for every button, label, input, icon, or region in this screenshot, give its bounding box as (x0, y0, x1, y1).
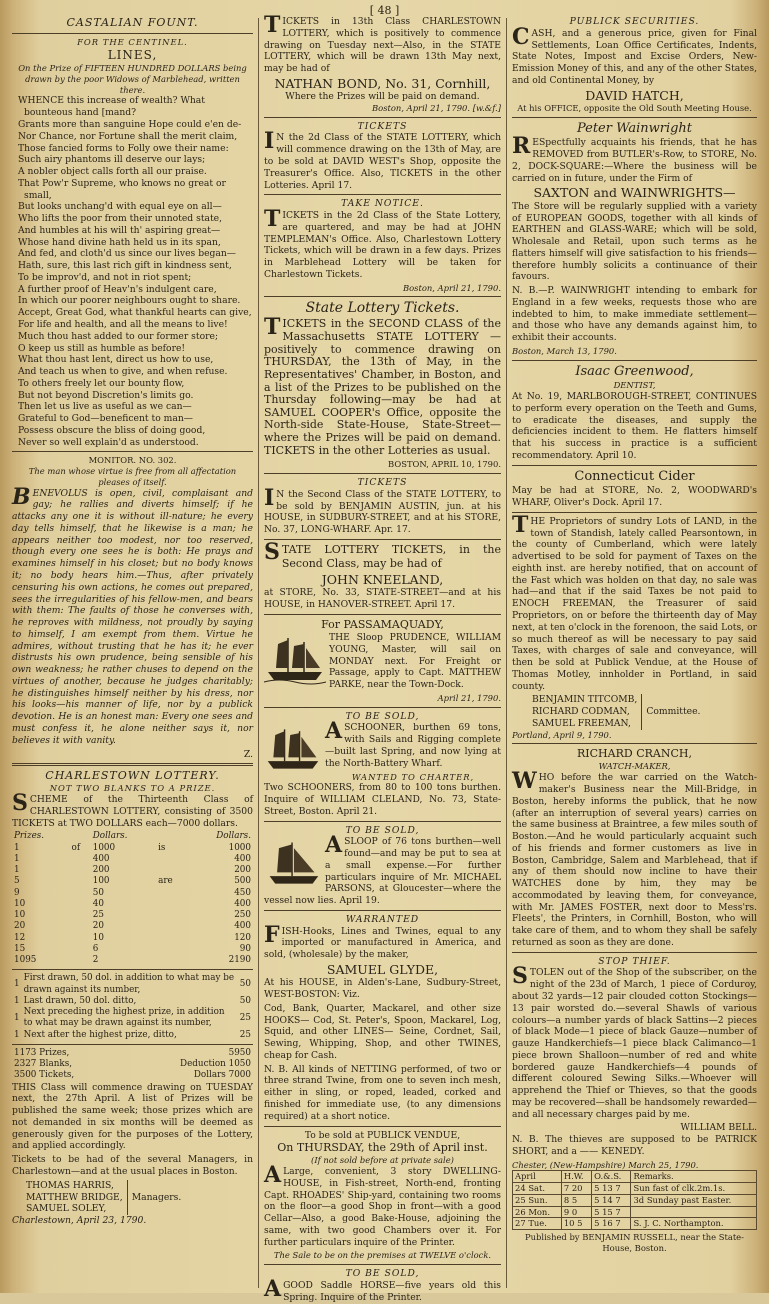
ad-heading: TICKETS (357, 120, 408, 132)
extra-prize-row (12, 973, 253, 996)
ad-date: BOSTON, APRIL 10, 1790. (388, 459, 501, 470)
column-header: Prizes. (14, 831, 45, 842)
ad-heading: Peter Wainwright (576, 120, 693, 136)
ad-date: Boston, April 21, 1790. [w.&f.] (372, 102, 501, 113)
poem-line: Grateful to God—beneficent to man— (18, 413, 193, 425)
ad-name: DAVID HATCH, (585, 87, 684, 103)
poem-line: And teach us when to give, and when refuse. (18, 366, 228, 378)
table-cell: 450 (234, 887, 251, 898)
committee-label: Committee. (646, 706, 701, 718)
monitor-subheading: The man whose virtue is free from all affectation pleases of itself. (28, 466, 237, 487)
lottery-scheme-table (12, 831, 253, 966)
poem-title: LINES, (107, 47, 158, 62)
ad-heading: RICHARD CRANCH, (577, 747, 692, 761)
column-header: Dollars. (92, 831, 128, 842)
ad-nathan-bond: TICKETS in 13th Class CHARLESTOWN LOTTERY, which is positively to commence drawing on Tuesday next—Also, in the STATE LOTTERY, which will be drawn 13th May next, may be had of (264, 12, 501, 75)
column-rule (258, 18, 259, 1288)
table-cell (70, 865, 91, 876)
poem-line: In which our poorer neighbours ought to share. (18, 295, 241, 307)
table-cell: 24 Sat. (513, 1183, 562, 1195)
table-cell (156, 955, 187, 966)
prize-row (12, 944, 253, 955)
lottery-scheme-header (12, 831, 253, 842)
divider (12, 1044, 253, 1045)
poem-line: O keep us still as humble as before! (18, 342, 186, 354)
poem-line: Nor Chance, nor Fortune shall the merit claim, (18, 130, 238, 142)
table-cell: 1 (14, 853, 20, 864)
ship-icon (264, 724, 322, 774)
table-cell: 1 (14, 995, 20, 1006)
table-cell: 1000 (92, 842, 116, 853)
ad-stop-thief: STOLEN out of the Shop of the subscriber, on the night of the 23d of March, 1 piece of Corduroy, about 32 yards—12 pair clouded cotton Stockings—13 pair worsted do.—several Shawls of various colours—a number yards of black Sattins—2 pieces of black Mode—1 piece of black Gauze—number of gauze Handkerchiefs—1 piece black Calimanco—1 piece brown Shalloon—number of red and white bordered gauze Handkerchiefs—4 pounds of different coloured Sewing Silks.—Whoever will apprehend the Thief or Thieves, so that the goods may be recovered—shall be handsomely rewarded—and all necessary charges paid by me. (512, 963, 757, 1120)
ad-templeman: TICKETS in the 2d Class of the State Lottery, are quartered, and may be had at JOHN TEMPLEMAN's Office. Also, Charlestown Lottery Tickets, which will be drawn in a few days. Prizes in Marblehead Lottery will be taken for Charlestown Tickets. (264, 206, 501, 280)
prize-row (12, 921, 253, 932)
table-cell: S. J. C. Northampton. (631, 1218, 757, 1230)
lottery-date: Charlestown, April 23, 1790. (12, 1215, 147, 1227)
table-cell: 1 (14, 1012, 20, 1023)
table-cell: 10 (14, 910, 26, 921)
table-cell: 7 20 (561, 1183, 591, 1195)
ad-subheading: WATCH-MAKER, (598, 761, 671, 772)
table-cell: Deduction 1050 (180, 1059, 251, 1070)
ad-text: At his OFFICE, opposite the Old South Meeting House. (517, 102, 752, 113)
ad-heading: TO BE SOLD, (345, 824, 420, 836)
divider (264, 910, 501, 911)
table-cell (70, 876, 91, 887)
lottery-extra-prizes (12, 973, 253, 1041)
ad-greenwood: At No. 19, MARLBOROUGH-STREET, CONTINUES to perform every operation on the Teeth and Gums, to eradicate the diseases, and supply the deficiencies incident to them. He flatters himself that his success in practice is a sufficient recommendatory. April 10. (512, 391, 757, 461)
table-cell (156, 921, 187, 932)
divider (512, 360, 757, 361)
almanac-row (513, 1194, 757, 1206)
table-cell: Next after the highest prize, ditto, (23, 1029, 177, 1040)
column-header: O.&.S. (592, 1171, 631, 1183)
ad-heading: Connecticut Cider (574, 468, 695, 484)
ad-text: N. B. The thieves are supposed to be PATRICK SHORT, and a —— KENEDY. (512, 1134, 757, 1157)
divider (264, 1126, 501, 1127)
almanac-table (512, 1170, 757, 1230)
prize-row (12, 843, 253, 854)
poem-line: Never so well explain'd as understood. (18, 436, 199, 448)
table-cell: 250 (234, 910, 251, 921)
ad-name: JOHN KNEELAND, (321, 572, 444, 588)
ad-date: Boston, March 13, 1790. (512, 345, 617, 356)
ad-name: SAMUEL GLYDE, (326, 961, 439, 977)
section-header: CASTALIAN FOUNT. (66, 16, 199, 29)
ad-cleland: Two SCHOONERS, from 80 to 100 tons burthen. Inquire of WILLIAM CLELAND, No. 73, State-Street, Boston. April 21. (264, 782, 501, 817)
section-subheader: FOR THE CENTINEL. (77, 37, 188, 48)
poem-line: Then let us live as useful as we can— (18, 401, 192, 413)
almanac-row (513, 1218, 757, 1230)
ad-standish-lands: THE Proprietors of sundry Lots of LAND, in the town of Standish, lately called Pearsontown, in the county of Cumberland, which were lately advertised to be sold for payment of Taxes on the eighth inst. are hereby notified, that on account of the Fast which was holden on that day, no sale was had—and that if the said Taxes be not paid to ENOCH FREEMAN, the Treasurer of said Proprietors, on or before the thirteenth day of May next, at ten o'clock in the forenoon, the said Lots, or so much thereof as will be necessary to pay said Taxes, with charges of sale and conveyance, will then be sold at Publick Vendue, at the House of Thomas Motley, innholder in Portland, in said county. (512, 511, 757, 692)
almanac-row (513, 1206, 757, 1218)
ad-text: Cod, Bank, Quarter, Mackarel, and other size HOOKS— Cod, St. Peter's, Spoon, Mackarel, Log, Squid, and other LINES— Seine, Cordnet, Sail, Sewing, Whipping, Shop, and other TWINES, cheap for Cash. (264, 1002, 501, 1061)
table-cell: 50 (239, 979, 251, 990)
table-cell (70, 944, 91, 955)
table-cell: 25 (239, 1029, 251, 1040)
table-cell: 400 (234, 853, 251, 864)
table-cell: 400 (234, 921, 251, 932)
table-cell: 50 (92, 887, 104, 898)
ad-heading: TICKETS (357, 477, 408, 489)
ad-saddle-horse: AGOOD Saddle HORSE—five years old this Spring. Inquire of the Printer. (264, 1276, 501, 1303)
poem-line: To be improv'd, and not in riot spent; (18, 271, 192, 283)
table-cell (70, 933, 91, 944)
ad-sloop-prudence (264, 632, 501, 691)
column-rule (506, 18, 507, 1288)
ad-date: Boston, April 21, 1790. (402, 282, 501, 293)
divider (264, 821, 501, 822)
table-cell (70, 888, 91, 899)
lottery-tickets-total (12, 1070, 253, 1081)
poem-line: Accept, Great God, what thankful hearts can give, (18, 307, 252, 319)
divider (12, 763, 253, 766)
ad-heading: To be sold at PUBLICK VENDUE, (304, 1129, 461, 1141)
table-cell: 10 5 (561, 1218, 591, 1230)
monitor-heading: MONITOR. NO. 302. (88, 455, 177, 466)
table-cell: 1 (14, 865, 20, 876)
poem-line: What thou hast lent, direct us how to use, (18, 354, 214, 366)
lottery-body-2: Tickets to be had of the several Managers, in Charlestown—and at the usual places in Boston. (12, 1154, 253, 1177)
column-header: Dollars. (216, 831, 251, 842)
ad-benjamin-austin: IN the Second Class of the STATE LOTTERY, to be sold by BENJAMIN AUSTIN, jun. at his HOUSE, in SUDBURY-STREET, and at his STORE, No. 37, LONG-WHARF. Apr. 17. (264, 484, 501, 536)
divider (264, 707, 501, 708)
poem-line: But looks unchang'd with equal eye on all— (18, 201, 222, 213)
monitor-essay: BENEVOLUS is open, civil, complaisant and gay; he rallies and diverts himself; if he attacks any one it is without ill-nature; he every day tells himself, that he likewise is a man; he appears neither too modest, nor too reserved, though every one sees he is both: He prays and examines himself in his closet; but no body knows it; no body hears him.—Thus, after privately censuring his own actions, he comes out prepared, sees the irregularities of his fellow-men, and bears with them: The faults of those he converses with, he reproves with mildness, not proudly by saying to himself, I am exempt from them. Virtue he admires, without trusting that he has it; he ever distrusts his own prudence, being sensible of his own weakness; he rather chuses to depend on the virtues of another, because he judges charitably; he distinguishes himself neither by his dress, nor his looks—his manner of life, nor by a publick devotion. He is an honest man: Every one sees and must confess it, he alone neither says it, nor believes it with vanity. (12, 483, 253, 746)
total-row (12, 1059, 253, 1070)
table-cell: Last drawn, 50 dol. ditto, (23, 995, 137, 1006)
table-cell: 3d Sunday past Easter. (631, 1194, 757, 1206)
column-2 (264, 12, 501, 1303)
ad-david-west: IN the 2d Class of the STATE LOTTERY, which will commence drawing on the 13th of May, are to be sold at DAVID WEST's Shop, opposite the Treasurer's Office. Also, TICKETS in the other Lotteries. April 17. (264, 128, 501, 191)
table-cell: 2 (92, 955, 99, 966)
table-cell: 6 (92, 943, 99, 954)
ad-text: ASLOOP of 76 tons burthen—well found—and may be put to sea at a small expense.—For further particulars inquire of Mr. MICHAEL PARSONS, at Gloucester—where the vessel now lies. April 19. (264, 832, 501, 907)
manager-name: MATTHEW BRIDGE, (26, 1191, 123, 1203)
table-cell: 27 Tue. (513, 1218, 562, 1230)
table-cell: 2190 (228, 955, 251, 966)
poem-line: Much thou hast added to our former store; (18, 330, 219, 342)
table-cell: 400 (234, 898, 251, 909)
poem-line: And humbles at his will th' aspiring great— (18, 224, 221, 236)
divider (12, 451, 253, 452)
divider (512, 743, 757, 744)
ad-samuel-cooper: TICKETS in the SECOND CLASS of the Massachusetts STATE LOTTERY —positively to commence drawing on THURSDAY, the 13th of May, in the Representatives' Chamber, in Boston, and a list of the Prizes to be published on the Thursday following—may be had at SAMUEL COOPER's Office, opposite the North-side State-House, State-Street—where the Prizes will be paid on demand. TICKETS in the other Lotteries as usual. (264, 314, 501, 457)
poem-line: WHENCE this increase of wealth? What bounteous hand [mand? (18, 95, 205, 119)
table-cell: 5 (14, 876, 20, 887)
table-cell (70, 854, 91, 865)
ad-text: (If not sold before at private sale) (311, 1155, 454, 1166)
ad-heading: STOP THIEF. (598, 955, 671, 967)
table-cell: 5950 (228, 1047, 251, 1058)
table-cell: 15 (14, 943, 26, 954)
table-cell: 1 (14, 1029, 20, 1040)
poem-line: For life and health, and all the means to live! (18, 318, 228, 330)
table-cell: 1000 (228, 842, 251, 853)
table-cell (156, 944, 187, 955)
poem (12, 95, 253, 448)
table-cell: 200 (92, 865, 110, 876)
poem-line: That Pow'r Supreme, who knows no great or small, (18, 177, 226, 201)
almanac-row (513, 1183, 757, 1195)
ad-cranch: WHO before the war carried on the Watch-maker's Business near the Mill-Bridge, in Boston, hereby informs the publick, that he now (after an interruption of several years) carries on the same business at Braintree, a few miles south of Boston.—And he would particularly acquaint such of his friends and former customers as live in Boston, Cambridge, Salem and Marblehead, that if any of them should now incline to have their WATCHES done by him, they may be accommodated by leaving them, for conveyance, with Mr. JAMES FOSTER, next door to Mess'rs. Fleets', the Printers, in Cornhill, Boston, who will take care of them, and to whom they shall be safely returned as soon as they are done. (512, 768, 757, 948)
extra-prize-row (12, 996, 253, 1007)
column-3 (512, 16, 757, 1288)
table-cell: 9 (14, 887, 20, 898)
divider (264, 296, 501, 297)
ad-kneeland: STATE LOTTERY TICKETS, in the Second Class, may be had of (264, 538, 501, 571)
page-number: [ 48 ] (369, 4, 400, 17)
poem-subtitle: On the Prize of FIFTEEN HUNDRED DOLLARS being drawn by the poor Widows of Marblehead, written there. (18, 63, 247, 95)
table-cell (156, 933, 187, 944)
table-cell: 1095 (14, 955, 37, 966)
table-cell (70, 910, 91, 921)
table-cell: 40 (92, 898, 104, 909)
poem-line: And fed, and cloth'd us since our lives began— (18, 248, 236, 260)
table-cell: 50 (239, 995, 251, 1006)
prize-row (12, 854, 253, 865)
ad-name: WILLIAM BELL. (680, 1122, 757, 1134)
prize-row (12, 933, 253, 944)
ad-text: The Store will be regularly supplied with a variety of EUROPEAN GOODS, together with all kinds of EARTHEN and GLASS-WARE; which will be sold, Wholesale and Retail, upon such terms as he flatters himself will give satisfaction to his friends—therefore humbly solicits a continuance of their favours. (512, 200, 757, 283)
manager-name: THOMAS HARRIS, (26, 1179, 114, 1191)
ship-icon (264, 634, 326, 684)
divider (512, 117, 757, 118)
poem-line: A nobler object calls forth all our praise. (18, 166, 207, 178)
prize-row (12, 865, 253, 876)
table-cell: 120 (234, 932, 251, 943)
poem-line: A further proof of Heav'n's indulgent care, (18, 283, 217, 295)
committee-member: BENJAMIN TITCOMB, (532, 694, 638, 706)
table-cell: 25 Sun. (513, 1194, 562, 1206)
lottery-subheading: NOT TWO BLANKS TO A PRIZE. (49, 783, 216, 794)
ad-heading: State Lottery Tickets. (305, 300, 460, 317)
ad-text: THE Sloop PRUDENCE, WILLIAM YOUNG, Master, will sail on MONDAY next. For Freight or Passage, apply to Capt. MATTHEW PARKE, near the Town-Dock. (329, 632, 501, 691)
table-cell: 1 (14, 979, 20, 990)
ad-name: NATHAN BOND, No. 31, Cornhill, (274, 75, 491, 91)
prize-row (12, 888, 253, 899)
monitor-signature: Z. (243, 748, 253, 760)
poem-line: Possess obscure the bliss of doing good, (18, 424, 206, 436)
table-cell: 26 Mon. (513, 1206, 562, 1218)
poem-line: Whose hand divine hath held us in its span, (18, 236, 221, 248)
table-cell: 25 (239, 1012, 251, 1023)
poem-line: To others freely let our bounty flow, (18, 377, 185, 389)
table-cell: of (71, 842, 81, 853)
table-cell: 200 (234, 865, 251, 876)
table-cell (70, 955, 91, 966)
column-header: Remarks. (631, 1171, 757, 1183)
divider (264, 117, 501, 118)
ad-text: Where the Prizes will be paid on demand. (285, 91, 480, 103)
divider (12, 969, 253, 970)
prize-row (12, 899, 253, 910)
divider (264, 473, 501, 474)
ad-heading: Isaac Greenwood, (575, 363, 694, 379)
ad-dwelling-house: ALarge, convenient, 3 story DWELLING-HOUSE, in Fish-street, North-end, fronting Capt. RHOADES' Ship-yard, containing two rooms on the floor—a good Shop in front—with a good Cellar—Also, a good Bake-House, adjoining the same, with two good Chambers over it. For further particulars inquire of the Printer. (264, 1162, 501, 1248)
table-cell: 25 (92, 910, 104, 921)
table-cell: 20 (92, 921, 104, 932)
column-1 (12, 16, 253, 1288)
table-cell: Next preceding the highest prize, in addition to what may be drawn against its number, (23, 1007, 225, 1029)
tickets-value: Dollars 7000 (193, 1070, 251, 1081)
ad-heading: On THURSDAY, the 29th of April inst. (277, 1141, 488, 1155)
managers-label: Managers. (131, 1191, 182, 1203)
lottery-intro: SCHEME of the Thirteenth Class of CHARLESTOWN LOTTERY, consisting of 3500 TICKETS at TWO DOLLARS each—7000 dollars. (12, 790, 253, 829)
poem-line: Such airy phantoms ill deserve our lays; (18, 154, 206, 166)
ship-icon (264, 838, 322, 890)
prize-row (12, 955, 253, 966)
ad-wainwright: RESpectfully acquaints his friends, that he has REMOVED from BUTLER's-Row, to STORE, No. 2, DOCK-SQUARE:—Where the business will be carried on in future, under the Firm of (512, 133, 757, 184)
table-cell: are (158, 876, 173, 887)
column-header: April (513, 1171, 562, 1183)
divider (264, 194, 501, 195)
committee-member: SAMUEL FREEMAN, (532, 717, 631, 729)
tickets-label: 3500 Tickets, (14, 1070, 75, 1081)
table-cell: 20 (14, 921, 26, 932)
prize-row (12, 876, 253, 887)
prize-row (12, 910, 253, 921)
divider (512, 952, 757, 953)
table-cell: Sun fast of clk.2m.1s. (631, 1183, 757, 1195)
table-cell: 400 (92, 853, 110, 864)
lottery-heading: CHARLESTOWN LOTTERY. (45, 769, 220, 783)
ad-david-hatch: CASH, and a generous price, given for Final Settlements, Loan Office Certificates, Indents, State Notes, Impost and Excise Orders, New-Emission Money of this, and any of the other States, and old Continental Money, by (512, 23, 757, 86)
divider (512, 465, 757, 466)
table-cell (70, 921, 91, 932)
poem-line: Grants more than sanguine Hope could e'en de- (18, 118, 242, 130)
total-row (12, 1048, 253, 1059)
ad-heading: TAKE NOTICE. (341, 198, 424, 210)
table-cell: 10 (14, 898, 26, 909)
poem-line: But not beyond Discretion's limits go. (18, 389, 194, 401)
table-cell: First drawn, 50 dol. in addition to what may be drawn against its number, (23, 973, 235, 995)
table-cell: 8 5 (561, 1194, 591, 1206)
ad-text: The Sale to be on the premises at TWELVE o'clock. (273, 1250, 492, 1261)
ad-sloop-for-sale (264, 832, 501, 907)
table-cell: 12 (14, 932, 26, 943)
ad-date: April 21, 1790. (437, 692, 501, 703)
table-cell: 100 (92, 876, 110, 887)
imprint: Published by BENJAMIN RUSSELL, near the State-House, Boston. (525, 1232, 744, 1253)
committee (512, 694, 757, 729)
ad-glyde: FISH-Hooks, Lines and Twines, equal to any imported or manufactured in America, and sold, (wholesale) by the maker, (264, 921, 501, 961)
lottery-body: THIS Class will commence drawing on TUESDAY next, the 27th April. A list of Prizes will be published the same week; those prizes which are not demanded in six months will be deemed as generously given for the purposes of the Lottery, and applied accordingly. (12, 1081, 253, 1152)
table-cell (156, 865, 187, 876)
divider (512, 512, 757, 513)
ad-text: ASCHOONER, burthen 69 tons, with Sails and Rigging complete—built last Spring, and now lying at the North-Battery Wharf. (325, 718, 501, 769)
table-cell: 1 (14, 842, 20, 853)
table-cell: 5 13 7 (592, 1183, 631, 1195)
divider (264, 1264, 501, 1265)
table-cell (70, 899, 91, 910)
table-cell: 10 (92, 932, 104, 943)
table-cell: 9 0 (561, 1206, 591, 1218)
ad-cider: May be had at STORE, No. 2, WOODWARD's WHARF, Oliver's Dock. April 17. (512, 485, 757, 509)
table-cell (156, 899, 187, 910)
table-cell (631, 1206, 757, 1218)
section-header: PUBLICK SECURITIES. (569, 16, 700, 27)
extra-prize-row (12, 1030, 253, 1041)
poem-line: Who lifts the poor from their unnoted state, (18, 213, 223, 225)
almanac-header (513, 1171, 757, 1183)
poem-line: Those fancied forms to Folly owe their name: (18, 142, 229, 154)
ad-text: At his HOUSE, in Alden's-Lane, Sudbury-Street, WEST-BOSTON: Viz. (264, 977, 501, 1001)
manager-name: SAMUEL SOLEY, (26, 1203, 107, 1215)
table-cell: 1173 Prizes, (14, 1047, 70, 1058)
table-cell: is (158, 842, 166, 853)
lottery-managers (12, 1180, 253, 1215)
lottery-totals (12, 1048, 253, 1071)
ad-name: SAXTON and WAINWRIGHTS— (533, 185, 736, 201)
table-cell: 5 15 7 (592, 1206, 631, 1218)
ad-subheading: DENTIST, (613, 380, 656, 391)
table-cell: 90 (239, 943, 251, 954)
committee-member: RICHARD CODMAN, (532, 706, 630, 718)
divider (264, 614, 501, 615)
table-cell (156, 888, 187, 899)
table-cell: 2327 Blanks, (14, 1059, 73, 1070)
ad-schooner-for-sale (264, 718, 501, 769)
column-header: H.W. (561, 1171, 591, 1183)
ad-heading: WANTED TO CHARTER, (351, 771, 475, 782)
ad-heading: TO BE SOLD, (345, 710, 420, 722)
divider (264, 539, 501, 540)
divider (12, 33, 253, 34)
table-cell: 5 16 7 (592, 1218, 631, 1230)
table-cell: 500 (234, 876, 251, 887)
table-cell (156, 854, 187, 865)
table-cell (156, 910, 187, 921)
ad-text: at STORE, No. 33, STATE-STREET—and at his HOUSE, in HANOVER-STREET. April 17. (264, 587, 501, 611)
ad-heading: TO BE SOLD, (345, 1268, 420, 1280)
ad-date: Portland, April 9, 1790. (512, 729, 612, 740)
ad-heading: WARRANTED (345, 913, 420, 925)
ad-text: N. B.—P. WAINWRIGHT intending to embark for England in a few weeks, requests those who are indebted to him, to make immediate settlement—and those who have any demands against him, to exhibit their accounts. (512, 285, 757, 344)
poem-line: Hath, sure, this last rich gift in kindness sent, (18, 260, 232, 272)
ad-heading: For PASSAMAQUADY, (321, 618, 444, 632)
extra-prize-row (12, 1007, 253, 1030)
ad-date: Chester, (New-Hampshire) March 25, 1790. (512, 1159, 699, 1170)
ad-text: N. B. All kinds of NETTING performed, of two or three strand Twine, from one to seven inch mesh, either in sling, or roped, leaded, corked and finished for immediate use, (to any dimensions required) at a short notice. (264, 1063, 501, 1122)
table-cell: 5 14 7 (592, 1194, 631, 1206)
